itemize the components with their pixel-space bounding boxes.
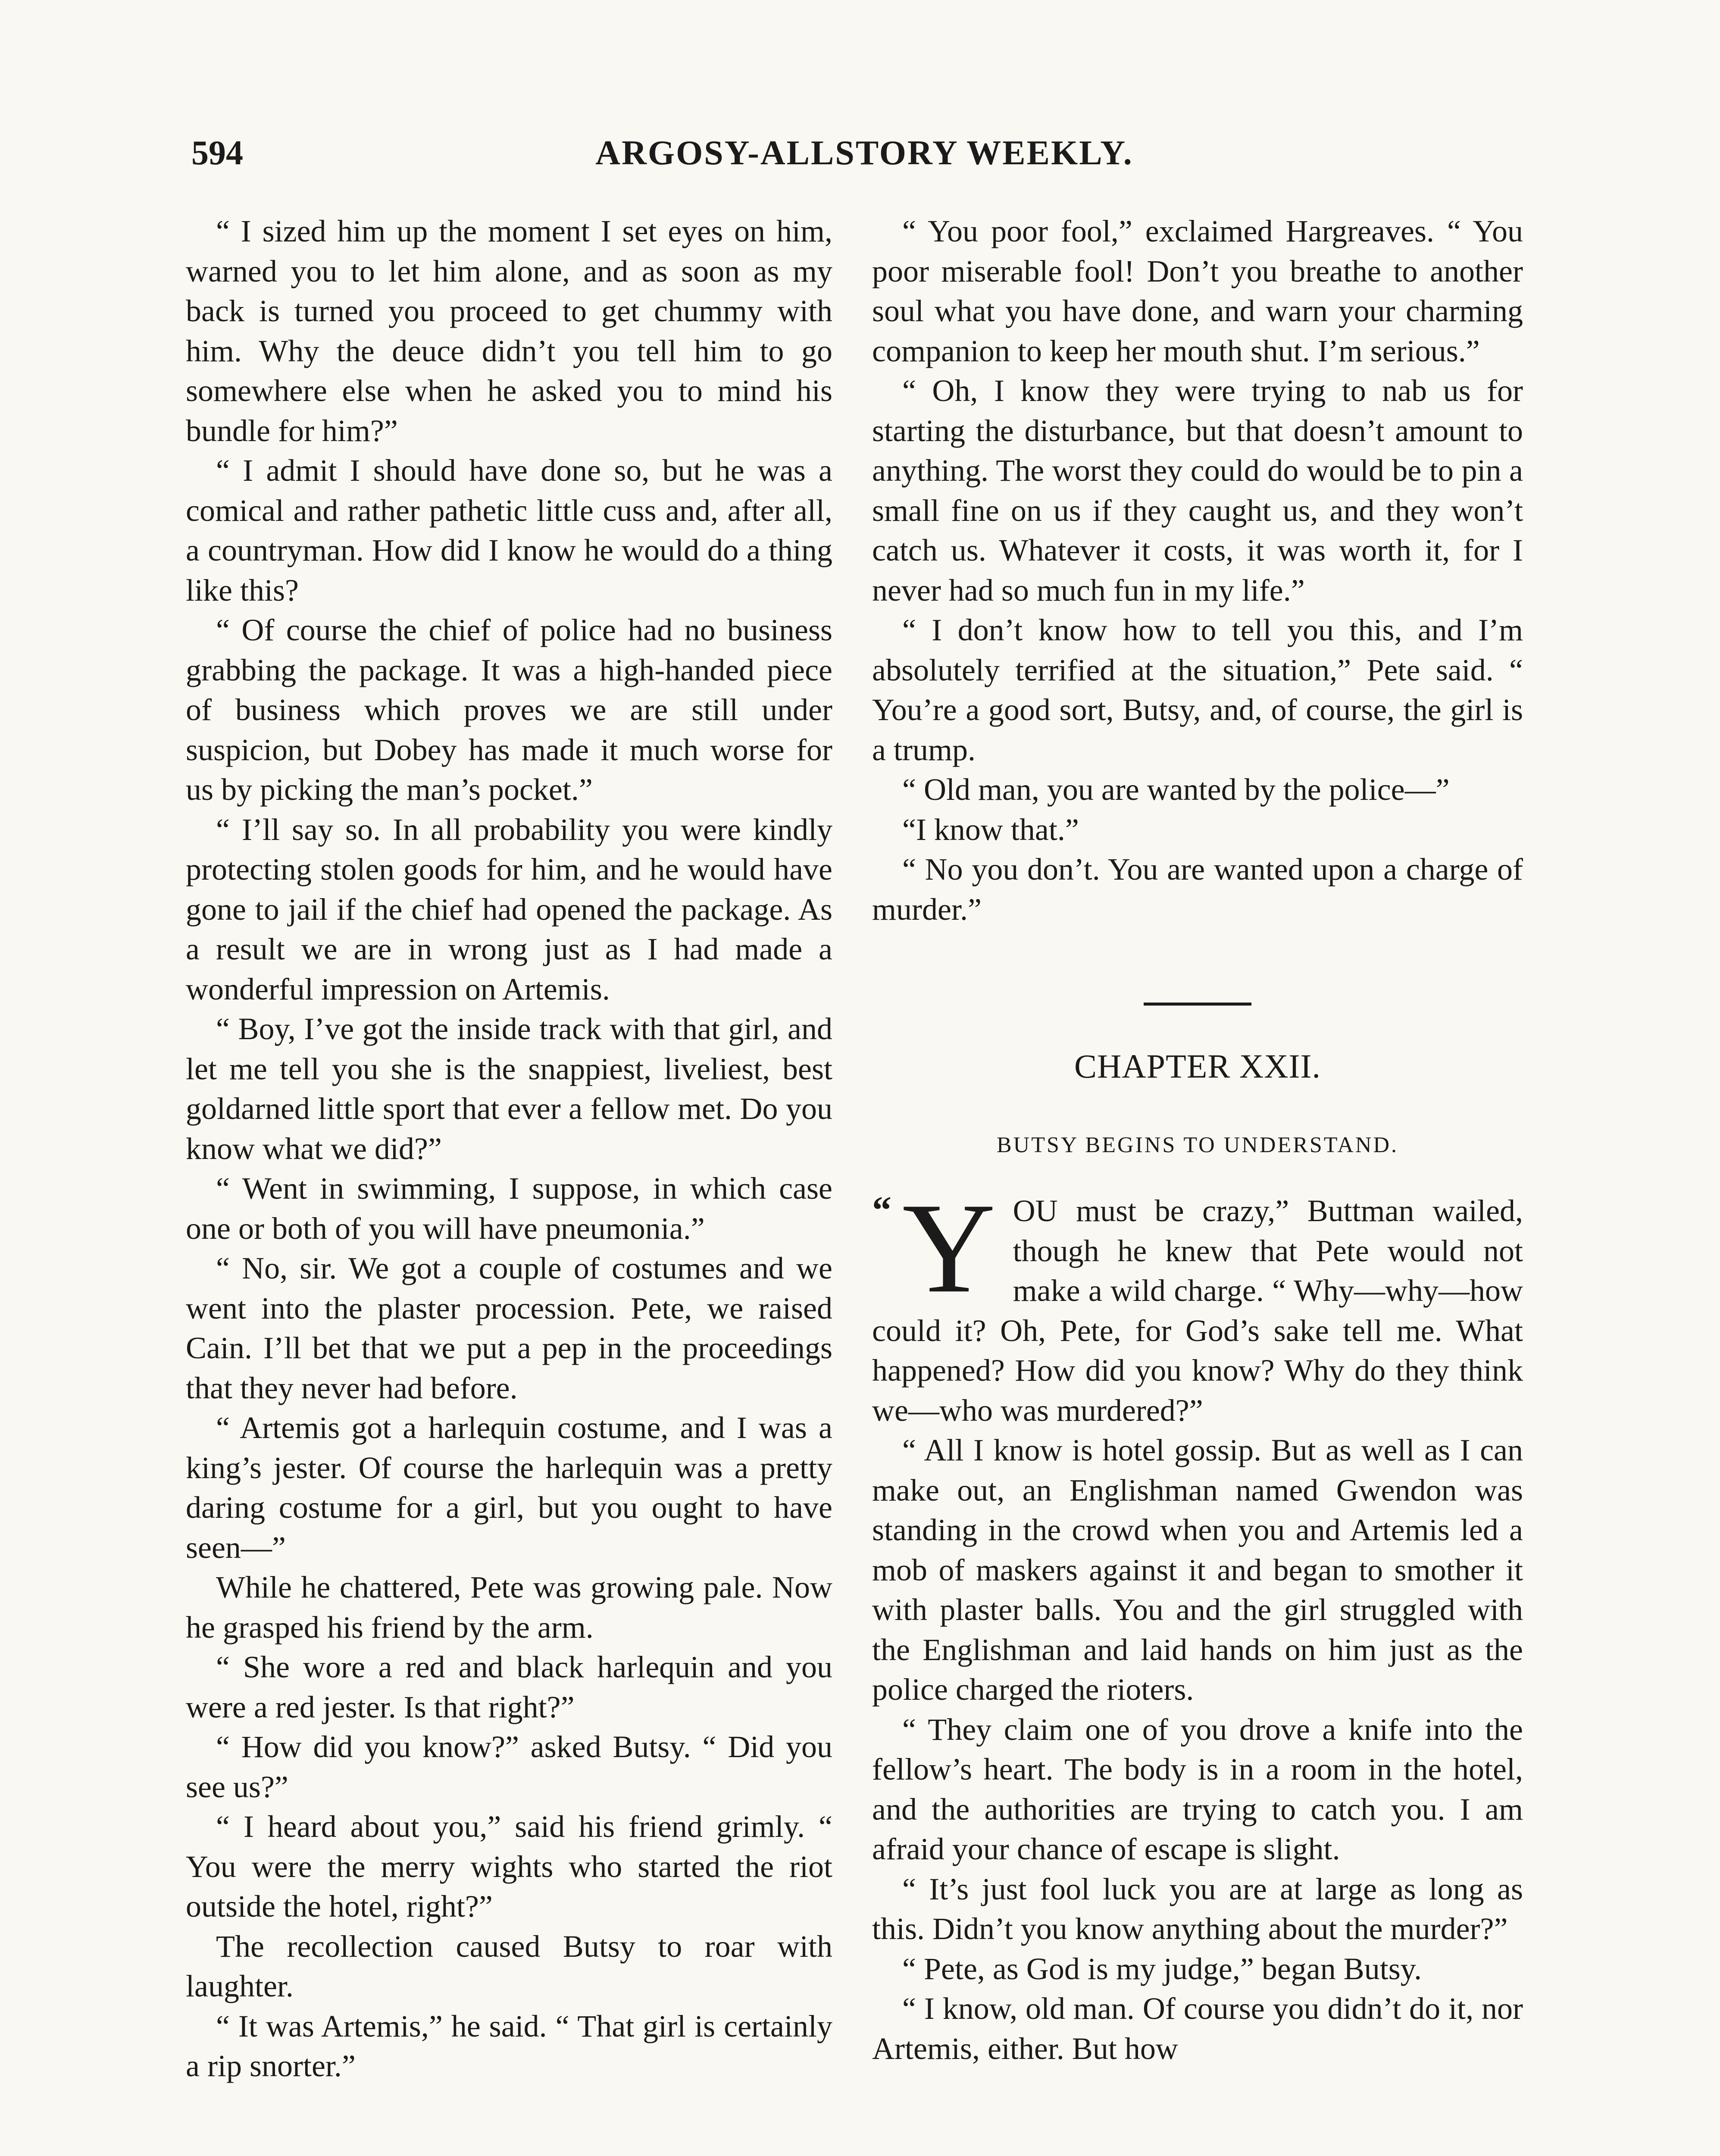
paragraph: “ It was Artemis,” he said. “ That girl is certainly a rip snorter.” <box>186 2009 832 2083</box>
drop-cap-letter: Y <box>902 1176 996 1319</box>
chapter-title: CHAPTER XXII. <box>1074 1047 1321 1085</box>
chapter-subtitle: BUTSY BEGINS TO UNDERSTAND. <box>996 1132 1399 1157</box>
right-column <box>872 211 1523 2068</box>
paragraph: While he chattered, Pete was growing pale. Now he grasped his friend by the arm. <box>186 1570 832 1645</box>
paragraph: “ Pete, as God is my judge,” began Butsy. <box>902 1951 1422 1986</box>
paragraph: “ You poor fool,” exclaimed Hargreaves. “ You poor miserable fool! Don’t you breathe to another soul what you have done, and warn your charming companion to keep her mouth shut. I’m serious.” <box>872 214 1523 368</box>
paragraph: “ Of course the chief of police had no business grabbing the package. It was a high-handed piece of business which proves we are still under suspicion, but Dobey has made it much worse for us by picking the man’s pocket.” <box>186 613 832 807</box>
section-divider <box>1144 1003 1251 1006</box>
paragraph: “ I sized him up the moment I set eyes on him, warned you to let him alone, and as soon as my back is turned you proceed to get chummy with him. Why the deuce didn’t you tell him to go somewhere else when he asked you to mind his bundle for him?” <box>186 214 832 448</box>
paragraph: “ I don’t know how to tell you this, and I’m absolutely terrified at the situation,” Pete said. “ You’re a good sort, Butsy, and, of course, the girl is a trump. <box>872 613 1523 767</box>
paragraph: “ Old man, you are wanted by the police—” <box>902 772 1450 807</box>
magazine-title: ARGOSY-ALLSTORY WEEKLY. <box>595 134 1133 172</box>
paragraph: The recollection caused Butsy to roar with laughter. <box>186 1929 832 2003</box>
paragraph: “ I know, old man. Of course you didn’t do it, nor Artemis, either. But how <box>872 1991 1523 2066</box>
paragraph: “ It’s just fool luck you are at large as long as this. Didn’t you know anything about the murder?” <box>872 1871 1523 1946</box>
paragraph: “ No you don’t. You are wanted upon a charge of murder.” <box>872 852 1523 927</box>
paragraph: “ I’ll say so. In all probability you were kindly protecting stolen goods for him, and he would have gone to jail if the chief had opened the package. As a result we are in wrong just as I had made a wonderful impression on Artemis. <box>186 812 832 1006</box>
paragraph: “I know that.” <box>902 812 1079 847</box>
paragraph: “ I heard about you,” said his friend grimly. “ You were the merry wights who started the riot outside the hotel, right?” <box>186 1809 832 1924</box>
paragraph: “ Went in swimming, I suppose, in which case one or both of you will have pneumonia.” <box>186 1171 832 1246</box>
paragraph: “ They claim one of you drove a knife into the fellow’s heart. The body is in a room in the hotel, and the authorities are trying to catch you. I am afraid your chance of escape is slight. <box>872 1712 1523 1866</box>
drop-cap-text: OU must be crazy,” Buttman wailed, though he knew that Pete would not make a wild charge. “ Why—why—how could it? Oh, Pete, for God’s sake tell me. What happened? How did you know? Why do they think we—who was murdered?” <box>872 1194 1523 1428</box>
page-number: 594 <box>191 134 243 172</box>
paragraph: “ She wore a red and black harlequin and you were a red jester. Is that right?” <box>186 1650 832 1724</box>
drop-cap-quote: “ <box>872 1189 891 1232</box>
paragraph: “ Boy, I’ve got the inside track with that girl, and let me tell you she is the snappiest, liveliest, best goldarned little sport that ever a fellow met. Do you know what we did?” <box>186 1012 832 1166</box>
paragraph: “ All I know is hotel gossip. But as well as I can make out, an Englishman named Gwendon was standing in the crowd when you and Artemis led a mob of maskers against it and began to smother it with plaster balls. You and the girl struggled with the Englishman and laid hands on him just as the police charged the rioters. <box>872 1433 1523 1707</box>
paragraph: “ I admit I should have done so, but he was a comical and rather pathetic little cuss and, after all, a countryman. How did I know he would do a thing like this? <box>186 453 832 608</box>
paragraph: “ Oh, I know they were trying to nab us for starting the disturbance, but that doesn’t amount to anything. The worst they could do would be to pin a small fine on us if they caught us, and they won’t catch us. Whatever it costs, it was worth it, for I never had so much fun in my life.” <box>872 373 1523 608</box>
left-column <box>186 211 832 2086</box>
drop-cap-paragraph <box>872 1176 1523 1430</box>
paragraph: “ Artemis got a harlequin costume, and I was a king’s jester. Of course the harlequin was a pretty daring costume for a girl, but you ought to have seen—” <box>186 1410 832 1565</box>
paragraph: “ How did you know?” asked Butsy. “ Did you see us?” <box>186 1730 832 1804</box>
paragraph: “ No, sir. We got a couple of costumes and we went into the plaster procession. Pete, we raised Cain. I’ll bet that we put a pep in the proceedings that they never had before. <box>186 1251 832 1405</box>
running-head <box>0 129 1720 177</box>
